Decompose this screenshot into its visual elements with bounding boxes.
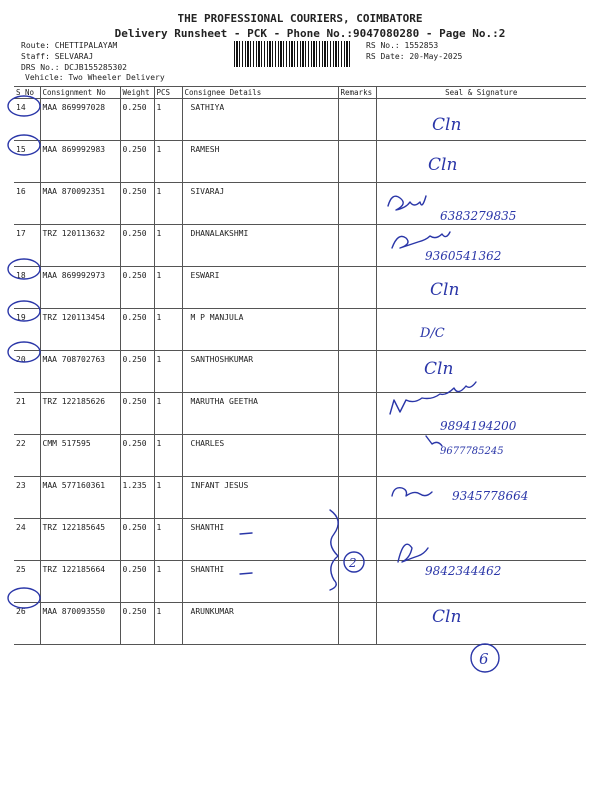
- sno-circle-15: [8, 135, 40, 155]
- weight-cell: 0.250: [120, 435, 154, 477]
- sno-cell: 21: [14, 393, 40, 435]
- weight-cell: 0.250: [120, 351, 154, 393]
- hw-cln-20: Cln: [424, 359, 454, 379]
- company-title: THE PROFESSIONAL COURIERS, COIMBATORE: [177, 12, 423, 25]
- consignment-cell: MAA 869992983: [40, 141, 120, 183]
- consignee-cell: SATHIYA: [182, 99, 338, 141]
- consignee-cell: ARUNKUMAR: [182, 603, 338, 645]
- consignee-cell: MARUTHA GEETHA: [182, 393, 338, 435]
- col-header-consignment: Consignment No: [40, 87, 120, 99]
- consignment-cell: TRZ 122185645: [40, 519, 120, 561]
- pcs-cell: 1: [154, 141, 182, 183]
- hw-cln-26: Cln: [432, 607, 462, 627]
- col-header-weight: Weight: [120, 87, 154, 99]
- sno-circle-18: [8, 259, 40, 279]
- pcs-cell: 1: [154, 225, 182, 267]
- pcs-cell: 1: [154, 435, 182, 477]
- weight-cell: 0.250: [120, 141, 154, 183]
- sno-cell: 17: [14, 225, 40, 267]
- consignment-cell: MAA 870093550: [40, 603, 120, 645]
- weight-cell: 0.250: [120, 561, 154, 603]
- hw-phone-22: 9677785245: [440, 446, 504, 457]
- hw-cln-14: Cln: [432, 115, 462, 135]
- hw-total: 6: [479, 650, 489, 668]
- consignment-cell: MAA 870092351: [40, 183, 120, 225]
- sno-cell: 24: [14, 519, 40, 561]
- consignee-cell: ESWARI: [182, 267, 338, 309]
- pcs-cell: 1: [154, 267, 182, 309]
- pcs-cell: 1: [154, 351, 182, 393]
- weight-cell: 1.235: [120, 477, 154, 519]
- route-label: Route: CHETTIPALAYAM: [21, 41, 118, 50]
- consignment-cell: CMM 517595: [40, 435, 120, 477]
- pcs-cell: 1: [154, 603, 182, 645]
- pcs-cell: 1: [154, 309, 182, 351]
- col-header-consignee: Consignee Details: [182, 87, 338, 99]
- consignee-cell: SHANTHI: [182, 519, 338, 561]
- consignee-cell: SHANTHI: [182, 561, 338, 603]
- sno-cell: 25: [14, 561, 40, 603]
- sno-cell: 16: [14, 183, 40, 225]
- weight-cell: 0.250: [120, 225, 154, 267]
- consignee-cell: DHANALAKSHMI: [182, 225, 338, 267]
- sno-cell: 18: [14, 267, 40, 309]
- hw-cln-18: Cln: [430, 280, 460, 300]
- brace-24-25: [330, 510, 338, 590]
- sno-cell: 23: [14, 477, 40, 519]
- drs-label: DRS No.: DCJB155285302: [21, 63, 127, 72]
- consignee-cell: SANTHOSHKUMAR: [182, 351, 338, 393]
- sno-cell: 20: [14, 351, 40, 393]
- hw-mark-24-25: 2: [349, 556, 357, 570]
- signature-16: [388, 196, 426, 210]
- runsheet-subtitle: Delivery Runsheet - PCK - Phone No.:9047080280 - Page No.:2: [114, 27, 506, 40]
- pcs-cell: 1: [154, 393, 182, 435]
- col-header-remarks: Remarks: [338, 87, 376, 99]
- consignment-cell: TRZ 120113454: [40, 309, 120, 351]
- weight-cell: 0.250: [120, 183, 154, 225]
- pcs-cell: 1: [154, 561, 182, 603]
- consignee-cell: CHARLES: [182, 435, 338, 477]
- staff-label: Staff: SELVARAJ: [21, 52, 94, 61]
- pcs-cell: 1: [154, 477, 182, 519]
- weight-cell: 0.250: [120, 99, 154, 141]
- hw-phone-17: 9360541362: [425, 249, 502, 263]
- hw-dc-19: D/C: [420, 326, 445, 341]
- consignee-cell: RAMESH: [182, 141, 338, 183]
- hw-phone-16: 6383279835: [440, 209, 517, 223]
- consignee-cell: M P MANJULA: [182, 309, 338, 351]
- rs-number: RS No.: 1552853: [366, 41, 439, 50]
- consignee-cell: SIVARAJ: [182, 183, 338, 225]
- sno-cell: 14: [14, 99, 40, 141]
- col-header-sno: S No: [14, 87, 40, 99]
- consignment-cell: MAA 869992973: [40, 267, 120, 309]
- weight-cell: 0.250: [120, 267, 154, 309]
- consignee-cell: INFANT JESUS: [182, 477, 338, 519]
- consignment-cell: TRZ 122185626: [40, 393, 120, 435]
- pcs-cell: 1: [154, 183, 182, 225]
- weight-cell: 0.250: [120, 603, 154, 645]
- sno-cell: 22: [14, 435, 40, 477]
- rs-date: RS Date: 20-May-2025: [366, 52, 463, 61]
- weight-cell: 0.250: [120, 519, 154, 561]
- pcs-cell: 1: [154, 99, 182, 141]
- sno-cell: 26: [14, 603, 40, 645]
- consignment-cell: MAA 577160361: [40, 477, 120, 519]
- dash-24: [240, 533, 252, 534]
- hw-phone-25: 9842344462: [425, 564, 502, 578]
- sno-cell: 19: [14, 309, 40, 351]
- col-header-signature: Seal & Signature: [376, 87, 586, 99]
- sno-circle-20: [8, 342, 40, 362]
- pcs-cell: 1: [154, 519, 182, 561]
- hw-cln-15: Cln: [428, 155, 458, 175]
- vehicle-label: Vehicle: Two Wheeler Delivery: [25, 73, 165, 82]
- consignment-cell: TRZ 122185664: [40, 561, 120, 603]
- col-header-pcs: PCS: [154, 87, 182, 99]
- sno-circle-14: [8, 96, 40, 116]
- consignment-cell: TRZ 120113632: [40, 225, 120, 267]
- consignment-cell: MAA 869997028: [40, 99, 120, 141]
- signature-17: [392, 232, 450, 248]
- sno-circle-26: [8, 588, 40, 608]
- weight-cell: 0.250: [120, 309, 154, 351]
- hw-phone-23: 9345778664: [452, 489, 529, 503]
- signature-22: [426, 436, 442, 446]
- signature-23: [392, 488, 432, 496]
- consignment-cell: MAA 708702763: [40, 351, 120, 393]
- sno-circle-19: [8, 301, 40, 321]
- signature-25: [398, 544, 428, 562]
- weight-cell: 0.250: [120, 393, 154, 435]
- sno-cell: 15: [14, 141, 40, 183]
- hw-phone-21: 9894194200: [440, 419, 517, 433]
- dash-25: [240, 573, 252, 574]
- signature-21: [390, 382, 476, 414]
